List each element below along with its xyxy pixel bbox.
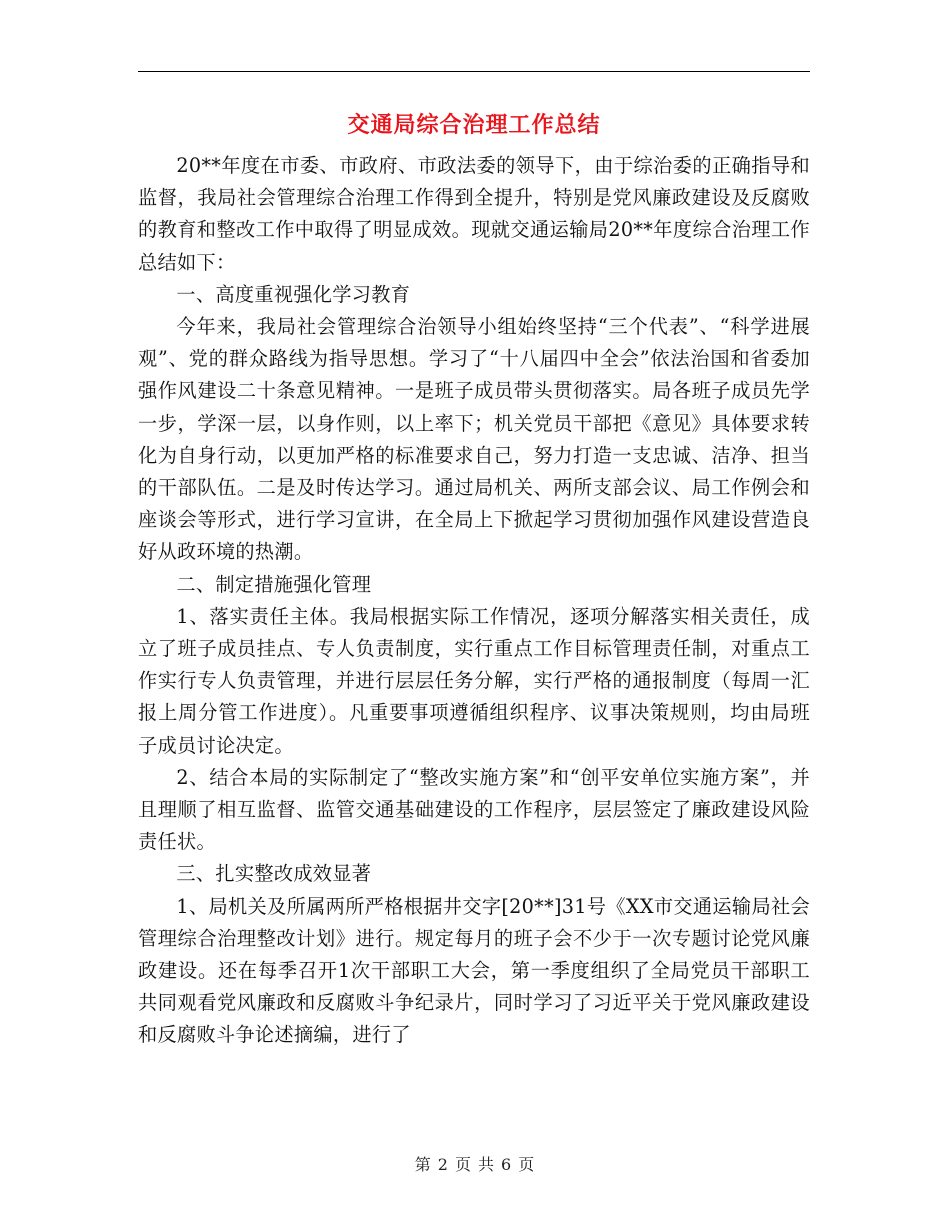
section-3-item-1: 1、局机关及所属两所严格根据井交字[20**]31号《XX市交通运输局社会管理综合治理整改计划》进行。规定每月的班子会不少于一次专题讨论党风廉政建设。还在每季召开1次干部职工大会，第一季度组织了全局党员干部职工共同观看党风廉政和反腐败斗争纪录片，同时学习了习近平关于党风廉政建设和反腐败斗争论述摘编，进行了 — [138, 894, 810, 1047]
section-1-paragraph: 今年来，我局社会管理综合治领导小组始终坚持“三个代表”、“科学进展观”、党的群众路线为指导思想。学习了“十八届四中全会”依法治国和省委加强作风建设二十条意见精神。一是班子成员带头贯彻落实。局各班子成员先学一步，学深一层，以身作则，以上率下；机关党员干部把《意见》具体要求转化为自身行动，以更加严格的标准要求自己，努力打造一支忠诚、洁净、担当的干部队伍。二是及时传达学习。通过局机关、两所支部会议、局工作例会和座谈会等形式，进行学习宣讲，在全局上下掀起学习贯彻加强作风建设营造良好从政环境的热潮。 — [138, 315, 810, 564]
footer-prefix: 第 — [414, 1155, 432, 1174]
footer-middle: 页 共 — [454, 1155, 496, 1174]
section-2-item-1: 1、落实责任主体。我局根据实际工作情况，逐项分解落实相关责任，成立了班子成员挂点、专人负责制度，实行重点工作目标管理责任制，对重点工作实行专人负责管理，并进行层层任务分解，实行严格的通报制度（每周一汇报上周分管工作进度）。凡重要事项遵循组织程序、议事决策规则，均由局班子成员讨论决定。 — [138, 604, 810, 757]
footer-suffix: 页 — [518, 1155, 536, 1174]
footer-total-pages: 6 — [501, 1155, 513, 1174]
header-rule — [138, 71, 810, 72]
section-heading-2: 二、制定措施强化管理 — [176, 572, 372, 596]
intro-paragraph: 20**年度在市委、市政府、市政法委的领导下，由于综治委的正确指导和监督，我局社会管理综合治理工作得到全提升，特别是党风廉政建设及反腐败的教育和整改工作中取得了明显成效。现就交通运输局20**年度综合治理工作总结如下： — [138, 154, 810, 274]
document-title: 交通局综合治理工作总结 — [347, 113, 601, 138]
document-body — [138, 150, 810, 1052]
footer-current-page: 2 — [437, 1155, 449, 1174]
section-heading-3: 三、扎实整改成效显著 — [176, 862, 372, 886]
section-2-item-2: 2、结合本局的实际制定了“整改实施方案”和“创平安单位实施方案”，并且理顺了相互监督、监管交通基础建设的工作程序，层层签定了廉政建设风险责任状。 — [138, 765, 810, 854]
section-heading-1: 一、高度重视强化学习教育 — [176, 282, 411, 306]
page-footer — [0, 1152, 950, 1175]
